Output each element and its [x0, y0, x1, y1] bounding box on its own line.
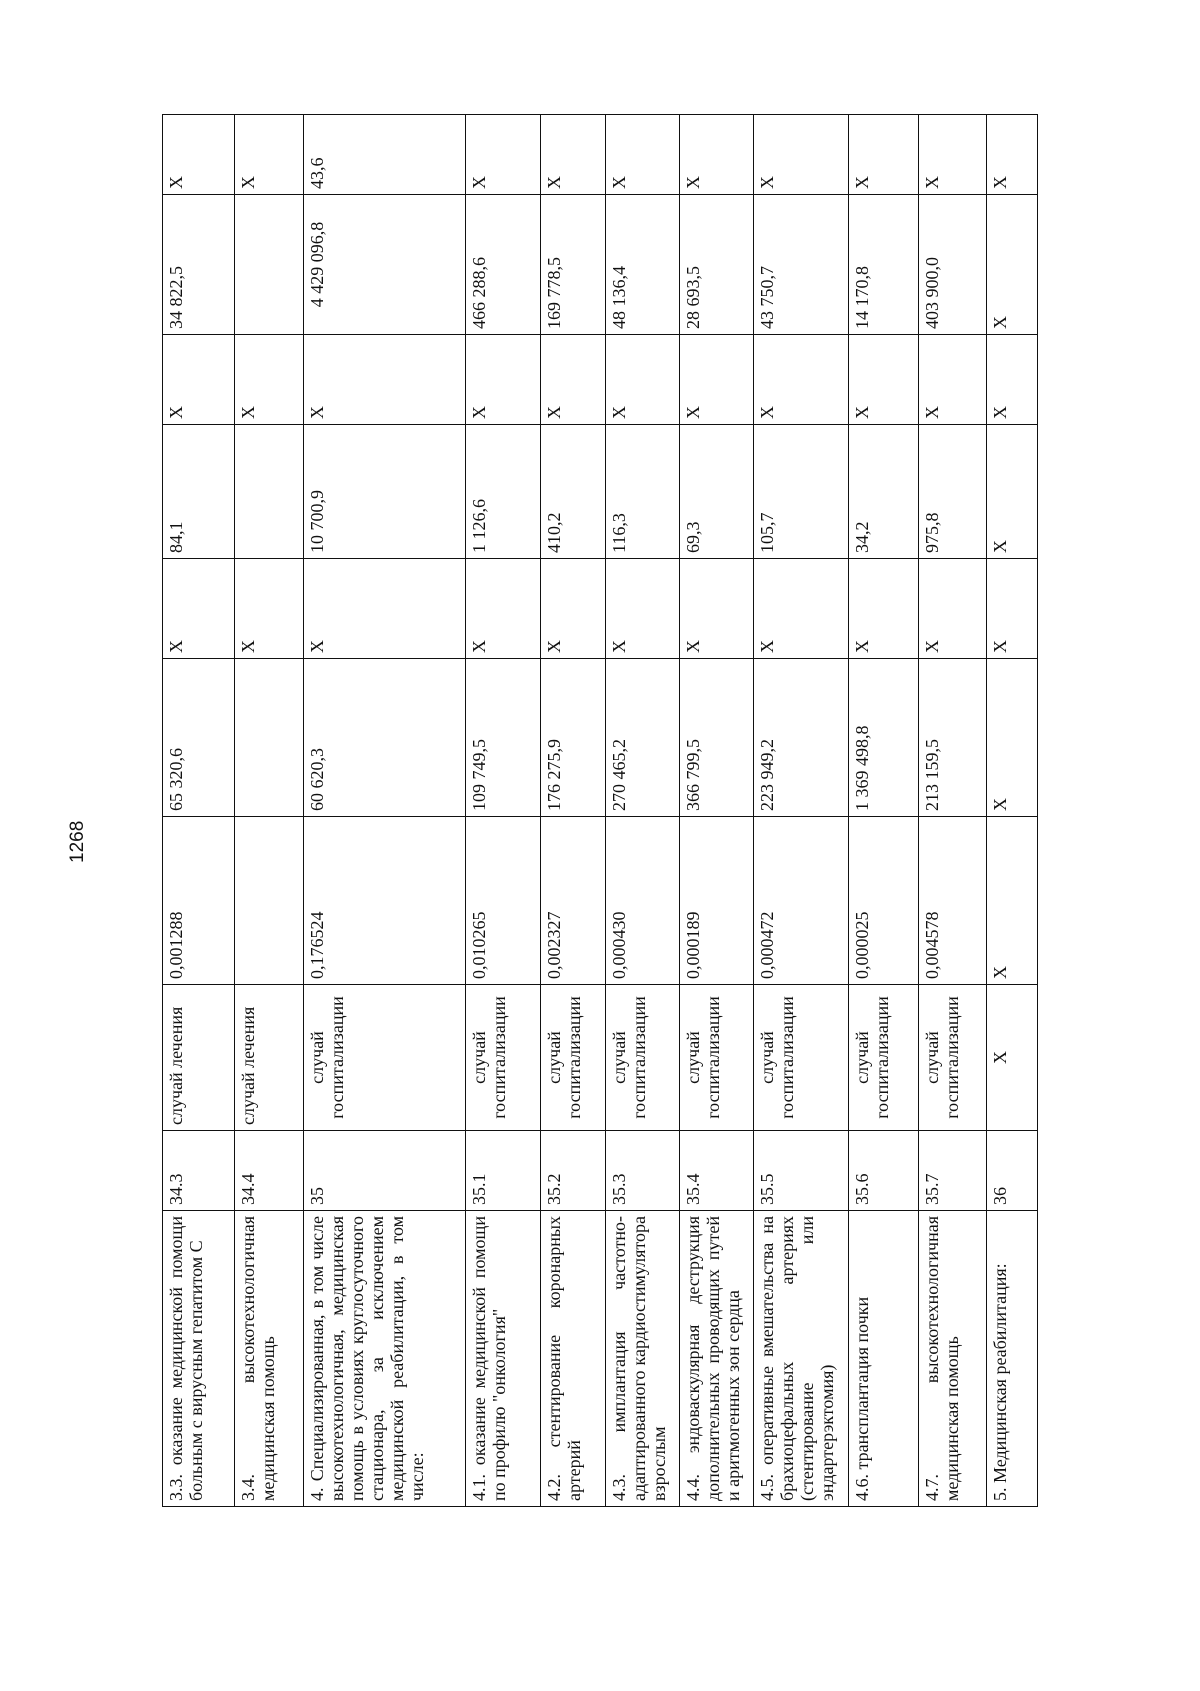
row-code-cell: 35 [303, 1131, 465, 1211]
row-col7-cell: 84,1 [163, 425, 235, 559]
row-code-cell: 35.4 [680, 1131, 754, 1211]
row-col10-cell: Х [163, 115, 235, 195]
table-row [987, 115, 1038, 1507]
row-code-cell: 35.6 [849, 1131, 919, 1211]
row-name-cell: 4.5. оперативные вмешательства на брахиоцефальных артериях (стентирование или эндартерэктомия) [753, 1211, 849, 1507]
row-code-cell: 35.3 [606, 1131, 680, 1211]
row-col8-cell: Х [680, 335, 754, 425]
row-norm-cell: 0,001288 [163, 817, 235, 985]
table-row [163, 115, 235, 1507]
row-col9-cell: 48 136,4 [606, 195, 680, 335]
row-col6-cell: Х [680, 559, 754, 659]
row-col6-cell: Х [606, 559, 680, 659]
row-norm-cell: 0,000430 [606, 817, 680, 985]
table-row [753, 115, 849, 1507]
row-col8-cell: Х [987, 335, 1038, 425]
row-name-cell: 3.3. оказание медицинской помощи больным с вирусным гепатитом С [163, 1211, 235, 1507]
row-col7-cell: 34,2 [849, 425, 919, 559]
row-col8-cell: Х [163, 335, 235, 425]
row-col7-cell: Х [987, 425, 1038, 559]
row-norm-cell: Х [987, 817, 1038, 985]
row-col8-cell: Х [849, 335, 919, 425]
row-col6-cell: Х [849, 559, 919, 659]
row-col10-cell: Х [235, 115, 303, 195]
row-col7-cell: 975,8 [919, 425, 987, 559]
row-col7-cell: 116,3 [606, 425, 680, 559]
row-code-cell: 34.4 [235, 1131, 303, 1211]
row-col9-cell: Х [987, 195, 1038, 335]
row-col10-cell: Х [606, 115, 680, 195]
row-col8-cell: Х [235, 335, 303, 425]
row-col8-cell: Х [606, 335, 680, 425]
row-name-cell: 4.1. оказание медицинской помощи по профилю "онкология" [465, 1211, 540, 1507]
row-col7-cell [235, 425, 303, 559]
row-col9-cell: 466 288,6 [465, 195, 540, 335]
row-cost-cell: 1 369 498,8 [849, 659, 919, 817]
row-col10-cell: Х [465, 115, 540, 195]
row-norm-cell: 0,000189 [680, 817, 754, 985]
table-body [163, 115, 1038, 1507]
row-col8-cell: Х [540, 335, 606, 425]
row-col6-cell: Х [919, 559, 987, 659]
row-unit-cell: случай лечения [235, 985, 303, 1131]
row-unit-cell: случай госпитализации [606, 985, 680, 1131]
row-cost-cell: 176 275,9 [540, 659, 606, 817]
row-cost-cell: 65 320,6 [163, 659, 235, 817]
row-col9-cell [235, 195, 303, 335]
table-row [680, 115, 754, 1507]
row-col9-cell: 403 900,0 [919, 195, 987, 335]
row-norm-cell [235, 817, 303, 985]
row-name-cell: 4. Специализированная, в том числе высокотехнологичная, медицинская помощь в условиях круглосуточного стационара, за исключением медицинской реабилитации, в том числе: [303, 1211, 465, 1507]
row-col9-cell: 28 693,5 [680, 195, 754, 335]
row-col10-cell: Х [919, 115, 987, 195]
row-col7-cell: 410,2 [540, 425, 606, 559]
row-col10-cell: Х [680, 115, 754, 195]
table-row [540, 115, 606, 1507]
row-col8-cell: Х [465, 335, 540, 425]
data-table [162, 114, 1038, 1507]
row-name-cell: 4.3. имплантация частотно-адаптированного кардиостимулятора взрослым [606, 1211, 680, 1507]
row-col8-cell: Х [919, 335, 987, 425]
row-norm-cell: 0,000025 [849, 817, 919, 985]
row-col9-cell: 43 750,7 [753, 195, 849, 335]
row-col8-cell: Х [303, 335, 465, 425]
row-col7-cell: 1 126,6 [465, 425, 540, 559]
row-unit-cell: случай лечения [163, 985, 235, 1131]
row-unit-cell: Х [987, 985, 1038, 1131]
row-col10-cell: Х [540, 115, 606, 195]
table-row [303, 115, 465, 1507]
row-code-cell: 36 [987, 1131, 1038, 1211]
row-norm-cell: 0,000472 [753, 817, 849, 985]
row-col10-cell: Х [987, 115, 1038, 195]
row-code-cell: 34.3 [163, 1131, 235, 1211]
row-cost-cell: 109 749,5 [465, 659, 540, 817]
row-col7-cell: 105,7 [753, 425, 849, 559]
table-row [919, 115, 987, 1507]
table-row [606, 115, 680, 1507]
row-name-cell: 5. Медицинская реабилитация: [987, 1211, 1038, 1507]
row-col10-cell: Х [753, 115, 849, 195]
row-cost-cell [235, 659, 303, 817]
table-container [162, 115, 1038, 1507]
table-row [235, 115, 303, 1507]
row-col10-cell: 43,6 [303, 115, 465, 195]
row-unit-cell: случай госпитализации [540, 985, 606, 1131]
row-col9-cell: 34 822,5 [163, 195, 235, 335]
row-norm-cell: 0,176524 [303, 817, 465, 985]
row-col9-cell: 4 429 096,8 [303, 195, 465, 335]
row-col6-cell: Х [163, 559, 235, 659]
row-col10-cell: Х [849, 115, 919, 195]
row-col6-cell: Х [753, 559, 849, 659]
row-col6-cell: Х [303, 559, 465, 659]
row-code-cell: 35.2 [540, 1131, 606, 1211]
row-cost-cell: 213 159,5 [919, 659, 987, 817]
row-name-cell: 4.2. стентирование коронарных артерий [540, 1211, 606, 1507]
row-name-cell: 4.4. эндоваскулярная деструкция дополнительных проводящих путей и аритмогенных зон сердца [680, 1211, 754, 1507]
row-col6-cell: Х [540, 559, 606, 659]
row-col6-cell: Х [465, 559, 540, 659]
row-col6-cell: Х [987, 559, 1038, 659]
row-cost-cell: 223 949,2 [753, 659, 849, 817]
table-row [849, 115, 919, 1507]
row-name-cell: 4.6. трансплантация почки [849, 1211, 919, 1507]
row-code-cell: 35.5 [753, 1131, 849, 1211]
row-code-cell: 35.7 [919, 1131, 987, 1211]
page-number: 1268 [67, 820, 88, 863]
row-col6-cell: Х [235, 559, 303, 659]
row-name-cell: 4.7. высокотехнологичная медицинская помощь [919, 1211, 987, 1507]
row-code-cell: 35.1 [465, 1131, 540, 1211]
row-unit-cell: случай госпитализации [849, 985, 919, 1131]
row-unit-cell: случай госпитализации [680, 985, 754, 1131]
row-cost-cell: Х [987, 659, 1038, 817]
row-col9-cell: 169 778,5 [540, 195, 606, 335]
row-norm-cell: 0,004578 [919, 817, 987, 985]
row-cost-cell: 270 465,2 [606, 659, 680, 817]
row-unit-cell: случай госпитализации [753, 985, 849, 1131]
row-norm-cell: 0,002327 [540, 817, 606, 985]
row-cost-cell: 366 799,5 [680, 659, 754, 817]
table-row [465, 115, 540, 1507]
row-col8-cell: Х [753, 335, 849, 425]
row-col9-cell: 14 170,8 [849, 195, 919, 335]
row-unit-cell: случай госпитализации [919, 985, 987, 1131]
row-unit-cell: случай госпитализации [465, 985, 540, 1131]
row-col7-cell: 69,3 [680, 425, 754, 559]
row-col7-cell: 10 700,9 [303, 425, 465, 559]
row-unit-cell: случай госпитализации [303, 985, 465, 1131]
row-cost-cell: 60 620,3 [303, 659, 465, 817]
row-norm-cell: 0,010265 [465, 817, 540, 985]
row-name-cell: 3.4. высокотехнологичная медицинская помощь [235, 1211, 303, 1507]
